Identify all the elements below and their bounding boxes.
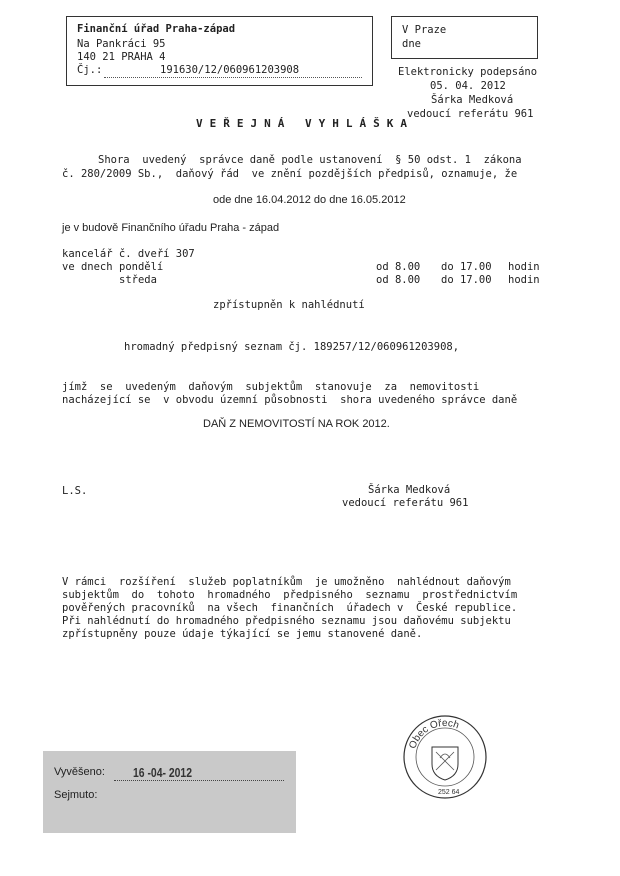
place-line2: dne — [402, 38, 421, 50]
schedule-day-1: pondělí — [119, 261, 164, 273]
para2-line1: jímž se uvedeným daňovým subjektům stanovuje za nemovitosti — [62, 381, 480, 393]
stamp-code: 252 64 — [438, 789, 460, 796]
para1-line1: Shora uvedený správce daně podle ustanovení § 50 odst. 1 zákona — [98, 154, 522, 166]
notice-line2: subjektům do tohoto hromadného předpisného seznamu prostřednictvím — [62, 589, 518, 601]
closing-role: vedoucí referátu 961 — [342, 497, 469, 509]
schedule-from-1: od 8.00 — [376, 261, 421, 273]
posted-date: 16 -04- 2012 — [133, 765, 192, 780]
office-door: kancelář č. dveří 307 — [62, 248, 195, 260]
schedule-day-2: středa — [119, 274, 157, 286]
ref-dotted-line — [104, 77, 362, 78]
tax-line: DAŇ Z NEMOVITOSTÍ NA ROK 2012. — [203, 418, 390, 430]
schedule-to-1: do 17.00 — [441, 261, 492, 273]
ls-mark: L.S. — [62, 485, 88, 497]
document-title: VEŘEJNÁ VYHLÁŠKA — [196, 117, 414, 130]
ref-label: Čj.: — [77, 64, 103, 76]
ref-number: 191630/12/060961203908 — [160, 64, 300, 76]
schedule-from-2: od 8.00 — [376, 274, 421, 286]
notice-line5: zpřístupněny pouze údaje týkající se jemu stanovené daně. — [62, 628, 423, 640]
para1-line2: č. 280/2009 Sb., daňový řád ve znění pozdějších předpisů, oznamuje, že — [62, 168, 518, 180]
posted-label: Vyvěšeno: — [54, 766, 105, 778]
svg-text:Obec Ořech — [407, 718, 460, 750]
list-line: hromadný předpisný seznam čj. 189257/12/060961203908, — [124, 341, 460, 353]
period: ode dne 16.04.2012 do dne 16.05.2012 — [213, 194, 406, 206]
signer-name: Šárka Medková — [431, 94, 514, 106]
schedule-to-2: do 17.00 — [441, 274, 492, 286]
coat-of-arms-icon — [432, 747, 458, 780]
removed-label: Sejmuto: — [54, 789, 98, 801]
days-label: ve dnech — [62, 261, 113, 273]
notice-line1: V rámci rozšíření služeb poplatníkům je umožněno nahlédnout daňovým — [62, 576, 511, 588]
stamp-text: Obec Ořech — [407, 717, 461, 751]
notice-line4: Při nahlédnutí do hromadného předpisného seznamu jsou daňovému subjektu — [62, 615, 511, 627]
signed-date: 05. 04. 2012 — [430, 80, 506, 92]
place-line1: V Praze — [402, 24, 447, 36]
posted-dotted-line — [114, 780, 284, 781]
schedule-unit-1: hodin — [508, 261, 540, 273]
office-street: Na Pankráci 95 — [77, 38, 166, 50]
closing-name: Šárka Medková — [368, 484, 451, 496]
notice-line3: pověřených pracovníků na všech finančních úřadech v České republice. — [62, 602, 518, 614]
office-name: Finanční úřad Praha-západ — [77, 23, 236, 35]
municipal-stamp — [400, 712, 490, 802]
para2-line2: nacházející se v obvodu územní působnosti shora uvedeného správce daně — [62, 394, 518, 406]
available-text: zpřístupněn k nahlédnutí — [213, 299, 365, 311]
office-postal-city: 140 21 PRAHA 4 — [77, 51, 166, 63]
location: je v budově Finančního úřadu Praha - západ — [62, 222, 280, 234]
signed-text: Elektronicky podepsáno — [398, 66, 538, 78]
schedule-unit-2: hodin — [508, 274, 540, 286]
signer-role: vedoucí referátu 961 — [407, 108, 534, 120]
